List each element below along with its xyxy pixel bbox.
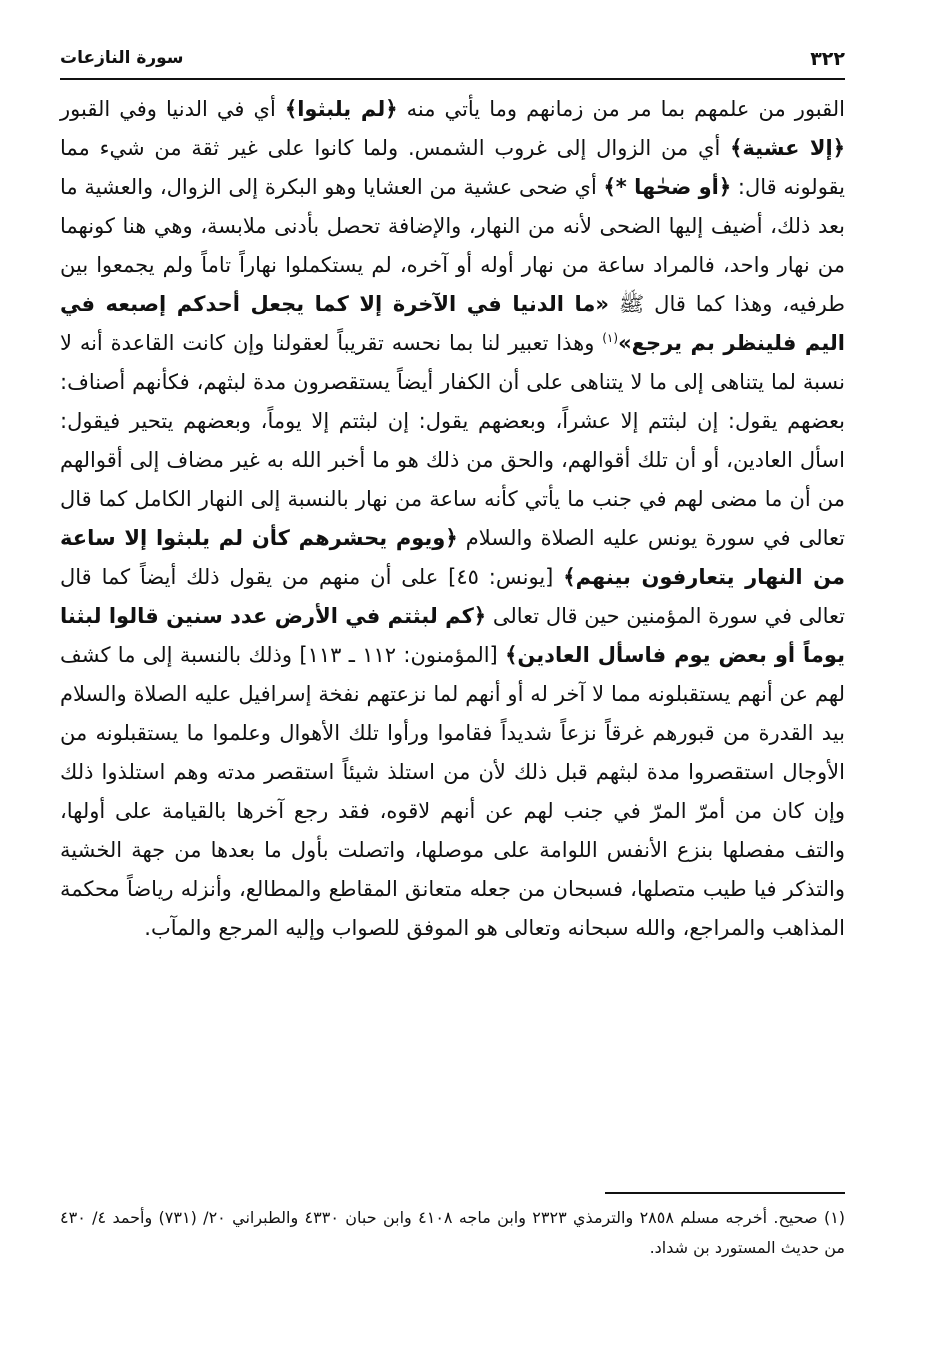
footnote-marker: (١)	[602, 331, 619, 345]
page-header	[60, 44, 845, 80]
footnote-1: (١) صحيح. أخرجه مسلم ٢٨٥٨ والترمذي ٢٣٢٣ وابن ماجه ٤١٠٨ وابن حبان ٤٣٣٠ والطبراني ٢٠/ (٧٣١) وأحمد ٤/ ٤٣٠ من حديث المستورد بن شداد.	[60, 1208, 846, 1257]
commentary-paragraph	[60, 90, 845, 948]
quran-quote: ﴿كم لبثتم في الأرض عدد سنين قالوا لبثنا يوماً أو بعض يوم فاسأل العادين﴾	[60, 604, 845, 667]
quran-quote: ﴿ويوم يحشرهم كأن لم يلبثوا إلا ساعة من النهار يتعارفون بينهم﴾	[60, 526, 845, 589]
text-segment: أي من الزوال إلى غروب الشمس. ولما كانوا على غير ثقة من شيء مما يقولونه قال:	[60, 136, 846, 199]
text-segment: أي ضحى عشية من العشايا وهو البكرة إلى الزوال، والعشية ما بعد ذلك، أضيف إليها الضحى لأنه من النهار، والإضافة تحصل بأدنى ملابسة، وهي هنا كونهما من نهار واحد، فالمراد ساعة من نهار أوله أو آخره، لم يستكملوا نهاراً تاماً ولم يجمعوا بين طرفيه، وهذا كما قال ﷺ	[60, 175, 845, 316]
page-number: ٣٢٢	[810, 48, 845, 70]
hadith-quote: «ما الدنيا في الآخرة إلا كما يجعل أحدكم إصبعه في اليم فلينظر بم يرجع»	[60, 292, 845, 355]
text-segment: [يونس: ٤٥] على أن منهم من يقول ذلك أيضاً كما قال تعالى في سورة المؤمنين حين قال تعالى	[60, 565, 845, 628]
text-segment: وهذا تعبير لنا بما نحسه تقريباً لعقولنا وإن كانت القاعدة أنه لا نسبة لما يتناهى إلى ما لا يتناهى على أن الكفار أيضاً يستقصرون مدة لبثهم، فكأنهم أصناف: بعضهم يقول: إن لبثتم إلا عشراً، وبعضهم يقول: إن لبثتم إلا يوماً، وبعضهم يتحير فيقول: اسأل العادين، أو أن تلك أقوالهم، والحق من ذلك هو ما أخبر الله به غير مضاف إلى أقوالهم من أن ما مضى لهم في جنب ما يأتي كأنه ساعة من نهار بالنسبة إلى النهار الكامل كما قال تعالى في سورة يونس عليه الصلاة والسلام	[60, 331, 845, 550]
text-segment: أي في الدنيا وفي القبور	[60, 97, 285, 121]
quran-quote: ﴿إلا عشية﴾	[730, 136, 845, 160]
footnotes	[60, 1203, 845, 1263]
quran-quote: ﴿لم يلبثوا﴾	[284, 97, 398, 121]
main-text	[60, 90, 845, 948]
quran-quote: ﴿أو ضحٰها *﴾	[603, 175, 732, 199]
text-segment: القبور من علمهم بما مر من زمانهم وما يأتي منه	[397, 97, 845, 121]
text-segment: [المؤمنون: ١١٢ ـ ١١٣] وذلك بالنسبة إلى ما كشف لهم عن أنهم يستقبلونه مما لا آخر له أو أنهم لما نزعتهم نفخة إسرافيل عليه الصلاة والسلام بيد القدرة من قبورهم غرقاً نزعاً شديداً فقاموا ورأوا تلك الأهوال وعلموا ما يستقبلونه من الأوجال استقصروا مدة لبثهم قبل ذلك لأن من استلذ شيئاً استقصر مدته وهم استلذوا ذلك وإن كان من أمرّ المرّ في جنب لهم عن أنهم لاقوه، فقد رجع آخرها بالقيامة على أولها، والتف مفصلها بنزع الأنفس اللوامة على موصلها، واتصلت بأول ما بعدها من جهة الخشية والتذكر فيا طيب متصلها، فسبحان من جعله متعانق المقاطع والمطالع، وأنزله رياضاً محكمة المذاهب والمراجع، والله سبحانه وتعالى هو الموفق للصواب وإليه المرجع والمآب.	[60, 643, 845, 940]
running-title: سورة النازعات	[60, 48, 184, 68]
footnote-divider	[605, 1192, 845, 1194]
